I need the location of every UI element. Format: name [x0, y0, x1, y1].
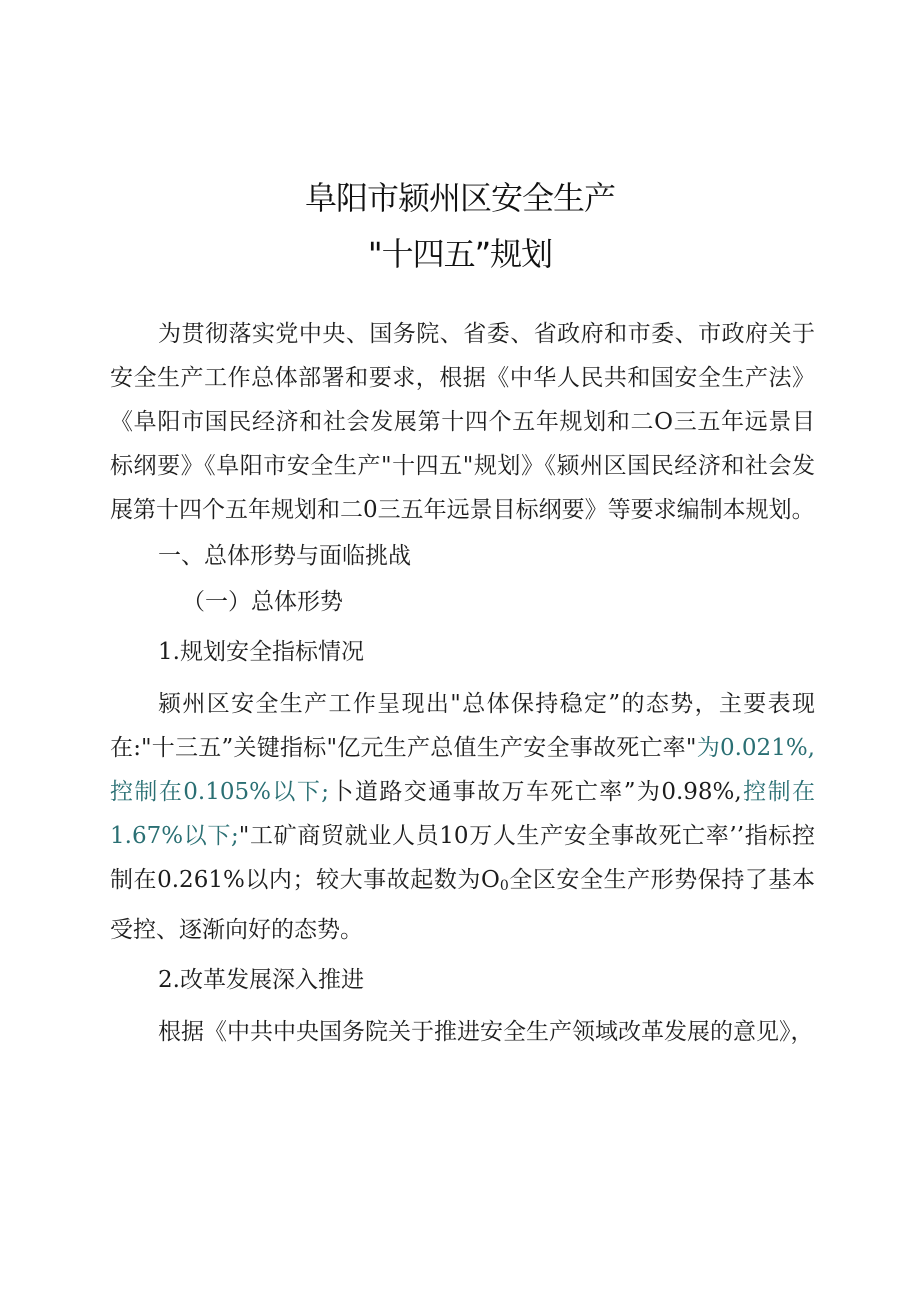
indicators-text-4: 控制在1.67%以下;: [110, 779, 816, 849]
section-heading-1: 一、总体形势与面临挑战: [158, 543, 411, 569]
indicators-paragraph: [110, 682, 815, 952]
indicators-text-1: 颍州区安全生产工作呈现出"总体保持稳定”的态势，主要表现在:"十三五”关键指标"亿元生产总值生产安全事故死亡率": [110, 691, 815, 761]
indicators-text-5: "工矿商贸就业人员10万人生产安全事故死亡率’’指标控制在0.261%以内；较大事故起数为O: [110, 823, 816, 893]
indicators-text-3: 卜道路交通事故万车死亡率”为0.98%,: [329, 779, 742, 805]
indicators-subscript: 0: [499, 878, 509, 894]
title-line-2: "十四五”规划: [367, 235, 553, 273]
indicators-text-6: 全区安全生产形势保持了基本受控、逐渐向好的态势。: [110, 867, 815, 943]
document-body: [110, 312, 815, 1054]
item-heading-2: 2.改革发展深入推进: [158, 967, 364, 993]
intro-paragraph: 为贯彻落实党中央、国务院、省委、省政府和市委、市政府关于安全生产工作总体部署和要求，根据《中华人民共和国安全生产法》《阜阳市国民经济和社会发展第十四个五年规划和二O三五年远景目标纲要》《阜阳市安全生产"十四五"规划》《颍州区国民经济和社会发展第十四个五年规划和二0三五年远景目标纲要》等要求编制本规划。: [110, 321, 815, 523]
indicators-text-2: 为0.021%,控制在0.105%以下;: [110, 735, 815, 805]
subsection-heading-1: （一）总体形势: [182, 589, 343, 615]
title-line-1: 阜阳市颍州区安全生产: [304, 179, 615, 217]
item-heading-1: 1.规划安全指标情况: [158, 639, 364, 665]
document-title: [0, 170, 920, 282]
reform-paragraph: 根据《中共中央国务院关于推进安全生产领域改革发展的意见》，: [158, 1019, 814, 1045]
